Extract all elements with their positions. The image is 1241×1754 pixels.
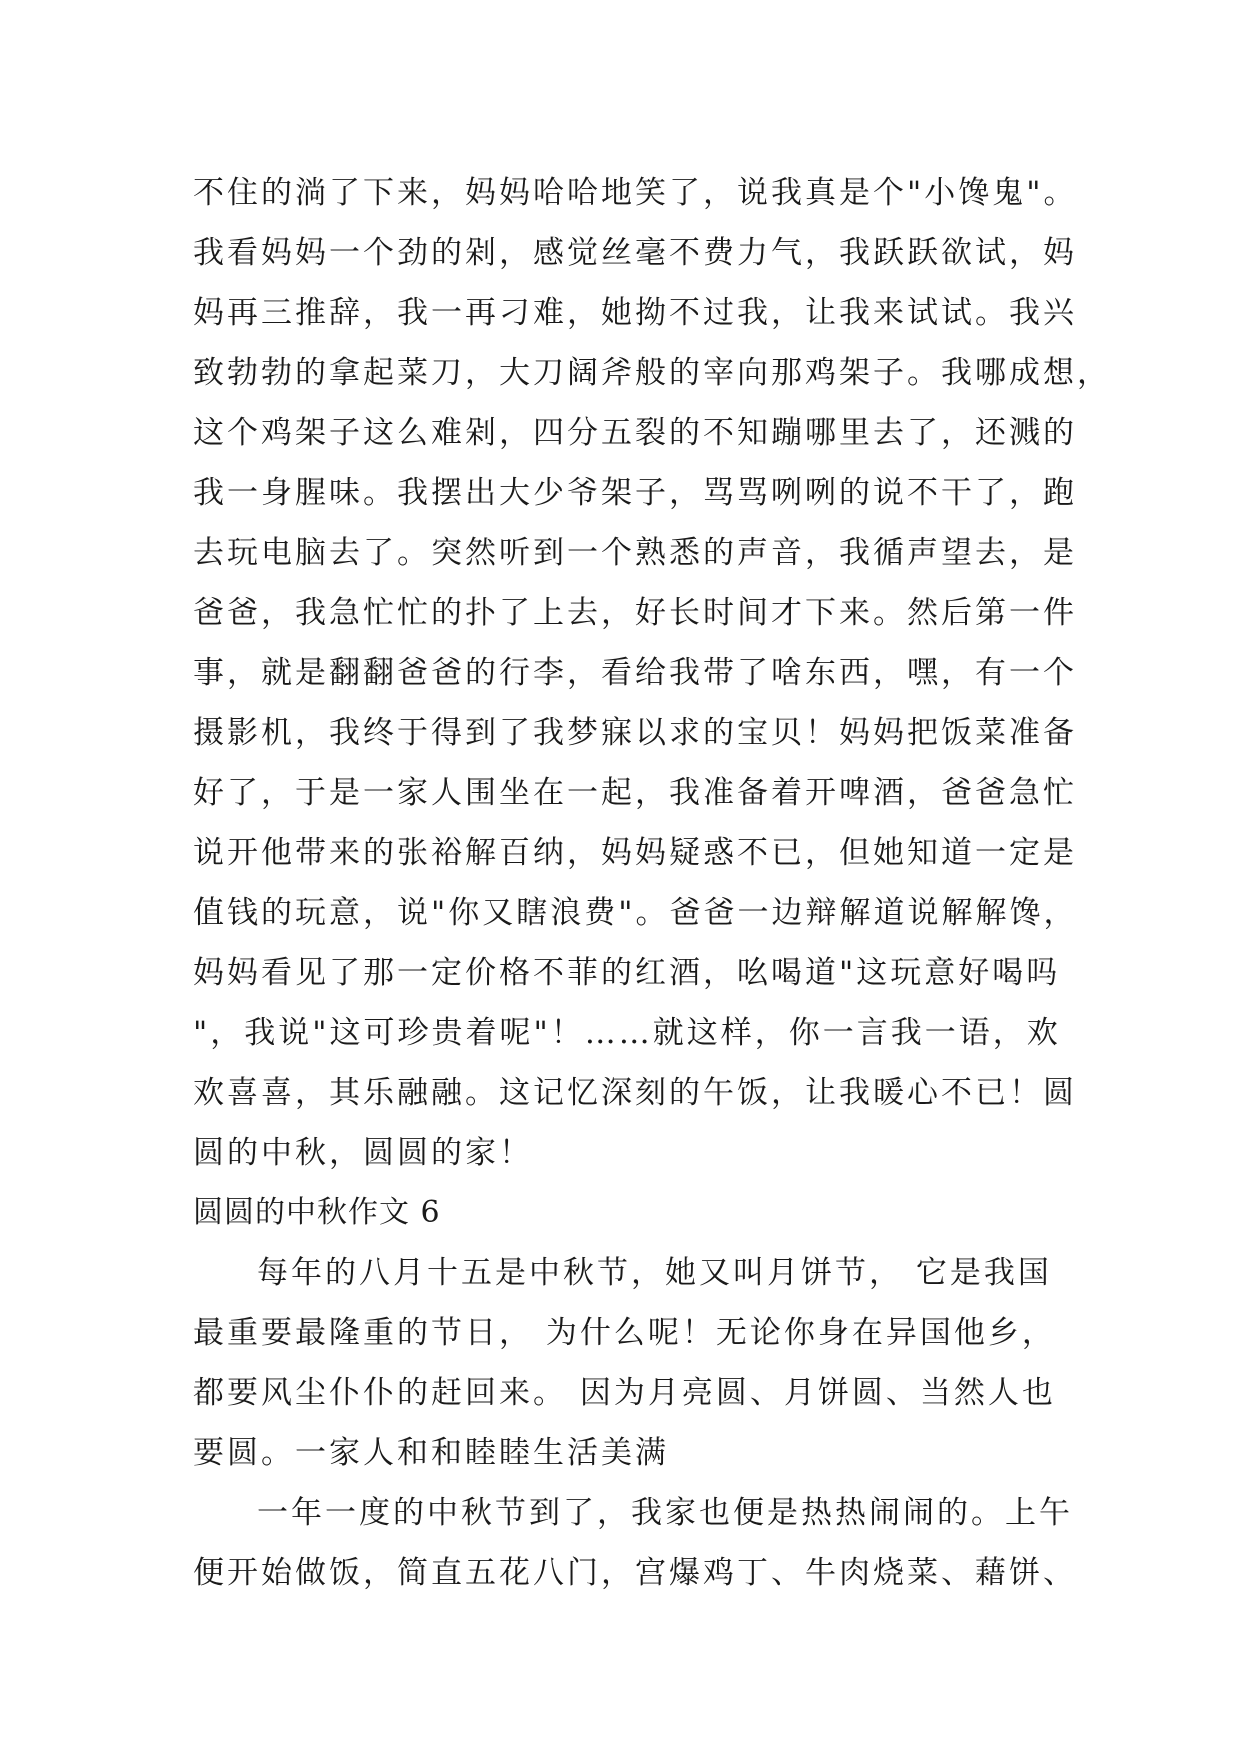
text-line: 要圆。一家人和和睦睦生活美满 [193,1435,669,1471]
text-line: 这个鸡架子这么难剁，四分五裂的不知蹦哪里去了，还溅的 [193,415,1077,451]
text-line: 便开始做饭，简直五花八门，宫爆鸡丁、牛肉烧菜、藉饼、 [193,1555,1077,1591]
text-line: 妈再三推辞，我一再刁难，她拗不过我，让我来试试。我兴 [193,295,1077,331]
document-body [193,163,1111,1603]
text-line: 我看妈妈一个劲的剁，感觉丝毫不费力气，我跃跃欲试，妈 [193,235,1077,271]
paragraph-1 [193,163,1111,1183]
text-line: 说开他带来的张裕解百纳，妈妈疑惑不已，但她知道一定是 [193,835,1077,871]
text-line: 去玩电脑去了。突然听到一个熟悉的声音，我循声望去，是 [193,535,1077,571]
text-line: 摄影机，我终于得到了我梦寐以求的宝贝！妈妈把饭菜准备 [193,715,1077,751]
paragraph-3 [193,1483,1077,1603]
text-line: 好了，于是一家人围坐在一起，我准备着开啤酒，爸爸急忙 [193,775,1077,811]
text-line: "，我说"这可珍贵着呢"！……就这样，你一言我一语，欢 [193,1015,1061,1051]
text-line: 最重要最隆重的节日， 为什么呢！无论你身在异国他乡， [193,1315,1056,1351]
text-line: 都要风尘仆仆的赶回来。 因为月亮圆、月饼圆、当然人也 [193,1375,1056,1411]
text-line: 圆的中秋，圆圆的家！ [193,1135,533,1171]
text-line: 爸爸，我急忙忙的扑了上去，好长时间才下来。然后第一件 [193,595,1077,631]
text-line: 我一身腥味。我摆出大少爷架子，骂骂咧咧的说不干了，跑 [193,475,1077,511]
paragraph-2 [193,1243,1056,1483]
text-line: 妈妈看见了那一定价格不菲的红酒，吆喝道"这玩意好喝吗 [193,955,1061,991]
text-line: 事，就是翻翻爸爸的行李，看给我带了啥东西，嘿，有一个 [193,655,1077,691]
text-line: 每年的八月十五是中秋节，她又叫月饼节， 它是我国 [257,1255,1052,1291]
text-line: 一年一度的中秋节到了，我家也便是热热闹闹的。上午 [257,1495,1073,1531]
text-line: 欢喜喜，其乐融融。这记忆深刻的午饭，让我暖心不已！圆 [193,1075,1077,1111]
text-line: 不住的淌了下来，妈妈哈哈地笑了，说我真是个"小馋鬼"。 [193,175,1078,211]
section-heading: 圆圆的中秋作文 6 [193,1195,441,1230]
text-line: 值钱的玩意，说"你又瞎浪费"。爸爸一边辩解道说解解馋， [193,895,1078,931]
text-line: 致勃勃的拿起菜刀，大刀阔斧般的宰向那鸡架子。我哪成想， [193,355,1111,391]
